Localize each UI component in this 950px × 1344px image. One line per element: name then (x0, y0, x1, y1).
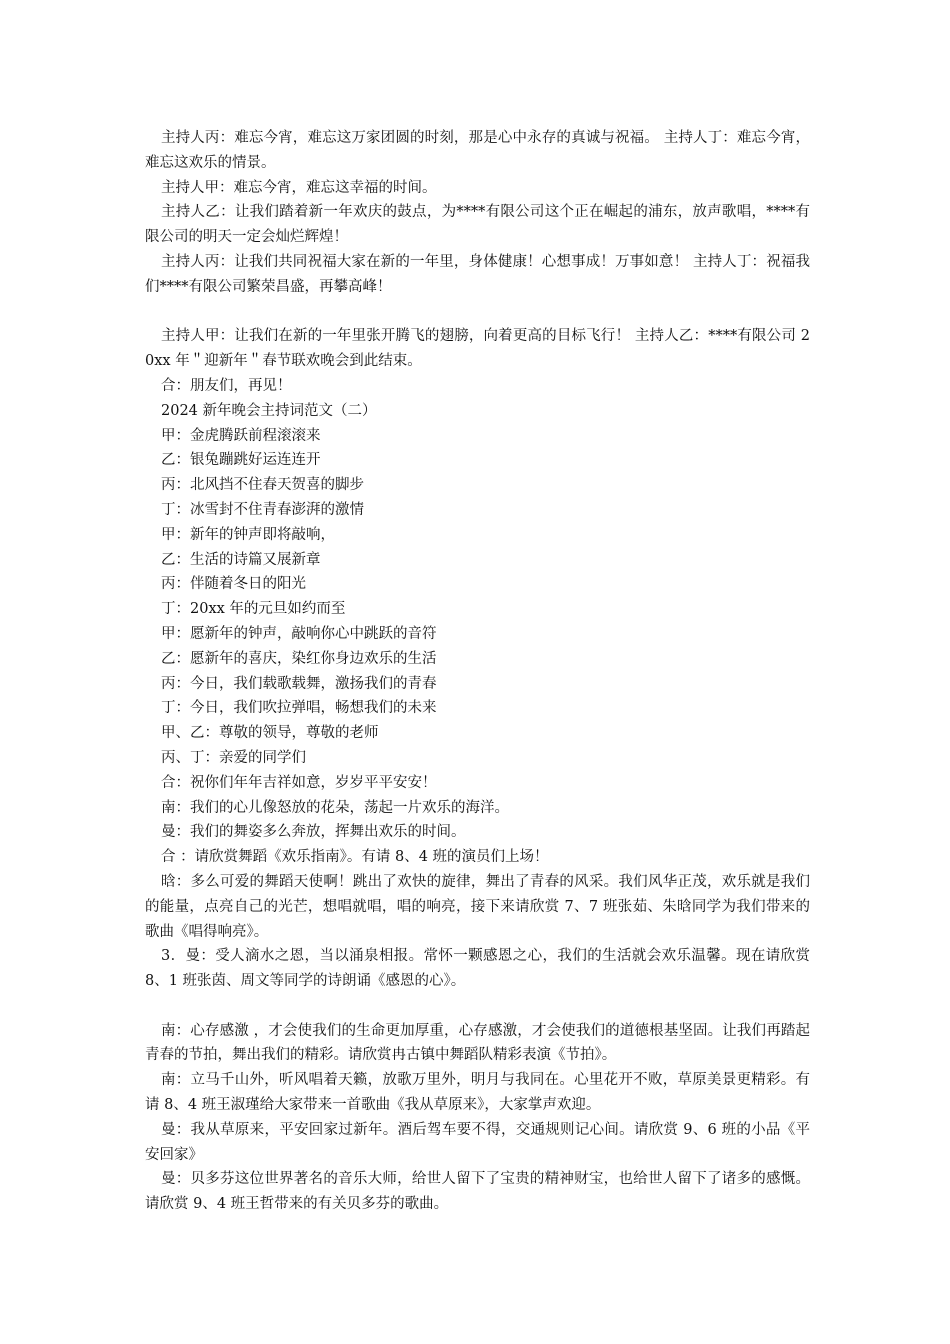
paragraph: 主持人丙：难忘今宵，难忘这万家团圆的时刻，那是心中永存的真诚与祝福。 主持人丁：难忘今宵，难忘这欢乐的情景。 (145, 130, 810, 171)
document-page (145, 126, 810, 1217)
paragraph: 主持人甲：让我们在新的一年里张开腾飞的翅膀，向着更高的目标飞行！ 主持人乙：****有限公司 20xx 年＂迎新年＂春节联欢晚会到此结束。 (145, 328, 810, 370)
paragraph: 南：心存感激 ，才会使我们的生命更加厚重，心存感激，才会使我们的道德根基坚固。让我们再踏起青春的节拍，舞出我们的精彩。请欣赏冉古镇中舞蹈队精彩表演《节拍》。 (145, 1022, 810, 1064)
paragraph: 合：朋友们，再见！ (161, 377, 292, 394)
paragraph: 南：我们的心儿像怒放的花朵，荡起一片欢乐的海洋。 (161, 799, 509, 816)
paragraph: 丁：冰雪封不住青春澎湃的激情 (161, 501, 364, 518)
section-heading: 2024 新年晚会主持词范文（二） (161, 402, 377, 419)
paragraph: 合：祝你们年年吉祥如意，岁岁平平安安！ (161, 774, 437, 791)
paragraph: 乙：愿新年的喜庆，染红你身边欢乐的生活 (161, 650, 437, 667)
paragraph: 丁：20xx 年的元旦如约而至 (161, 601, 346, 618)
blank-line (145, 300, 810, 325)
paragraph: 丙：伴随着冬日的阳光 (161, 576, 306, 593)
paragraph: 3．曼：受人滴水之恩，当以涌泉相报。常怀一颗感恩之心，我们的生活就会欢乐温馨。现在请欣赏 8、1 班张茵、周文等同学的诗朗诵《感恩的心》。 (145, 948, 810, 990)
paragraph: 甲：金虎腾跃前程滚滚来 (161, 427, 321, 444)
paragraph: 丁：今日，我们吹拉弹唱，畅想我们的未来 (161, 700, 437, 717)
blank-line (145, 994, 810, 1019)
paragraph: 甲：愿新年的钟声，敲响你心中跳跃的音符 (161, 625, 437, 642)
paragraph: 丙、丁：亲爱的同学们 (161, 749, 306, 766)
paragraph: 合 ：请欣赏舞蹈《欢乐指南》。有请 8、4 班的演员们上场！ (161, 849, 549, 866)
paragraph: 曼：贝多芬这位世界著名的音乐大师，给世人留下了宝贵的精神财宝，也给世人留下了诸多的感慨。请欣赏 9、4 班王哲带来的有关贝多芬的歌曲。 (145, 1171, 810, 1213)
paragraph: 乙：生活的诗篇又展新章 (161, 551, 321, 568)
paragraph: 曼：我从草原来，平安回家过新年。酒后驾车要不得，交通规则记心间。请欣赏 9、6 班的小品《平安回家》 (145, 1121, 810, 1163)
paragraph: 南：立马千山外，听风唱着天籁，放歌万里外，明月与我同在。心里花开不败，草原美景更精彩。有请 8、4 班王淑瑾给大家带来一首歌曲《我从草原来》，大家掌声欢迎。 (145, 1072, 810, 1114)
paragraph: 甲：新年的钟声即将敲响， (161, 526, 335, 543)
paragraph: 主持人乙：让我们踏着新一年欢庆的鼓点，为****有限公司这个正在崛起的浦东，放声歌唱，****有限公司的明天一定会灿烂辉煌！ (145, 204, 810, 246)
paragraph: 乙：银兔蹦跳好运连连开 (161, 452, 321, 469)
paragraph: 甲、乙：尊敬的领导，尊敬的老师 (161, 725, 379, 742)
paragraph: 主持人丙：让我们共同祝福大家在新的一年里，身体健康！心想事成！万事如意！ 主持人丁：祝福我们****有限公司繁荣昌盛，再攀高峰！ (145, 253, 810, 295)
paragraph: 主持人甲：难忘今宵，难忘这幸福的时间。 (161, 179, 437, 196)
paragraph: 丙：今日，我们载歌载舞，激扬我们的青春 (161, 675, 437, 692)
paragraph: 丙：北风挡不住春天贺喜的脚步 (161, 477, 364, 494)
paragraph: 晗：多么可爱的舞蹈天使啊！跳出了欢快的旋律，舞出了青春的风采。我们风华正茂，欢乐就是我们的能量，点亮自己的光芒，想唱就唱，唱的响亮，接下来请欣赏 7、7 班张茹、朱晗同学为我们带来的歌曲《唱得响亮》。 (145, 873, 810, 940)
paragraph: 曼：我们的舞姿多么奔放，挥舞出欢乐的时间。 (161, 824, 466, 841)
